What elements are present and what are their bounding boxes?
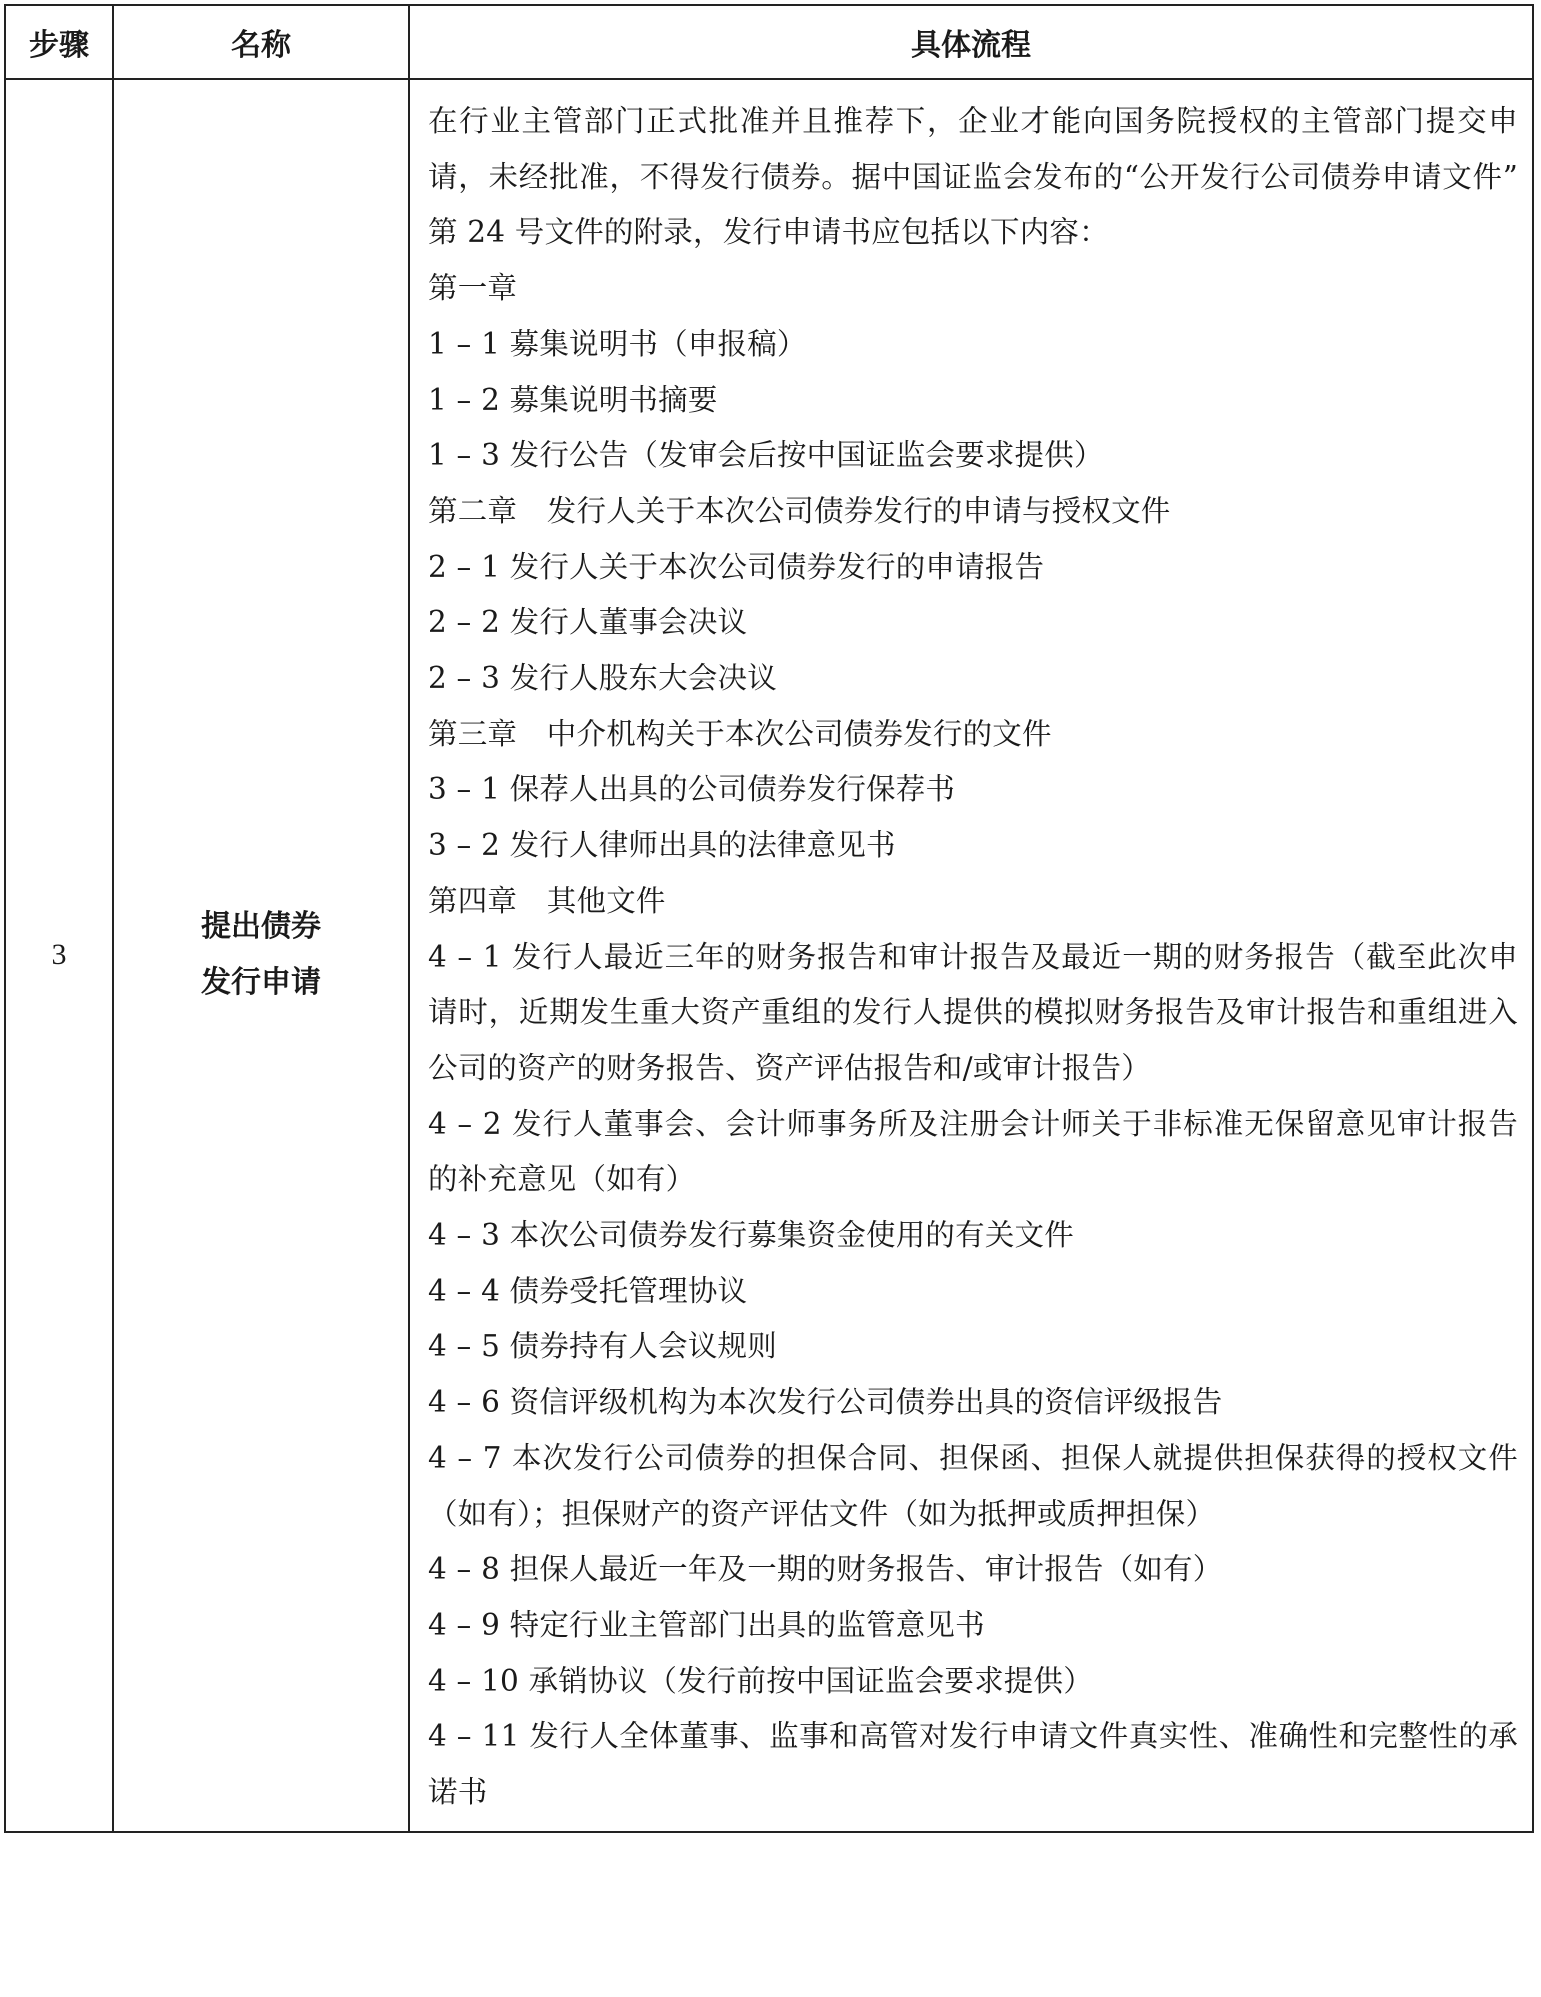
step-name: [113, 79, 409, 1832]
process-item: 4 – 10 承销协议（发行前按中国证监会要求提供）: [428, 1663, 1093, 1698]
process-item: 3 – 1 保荐人出具的公司债券发行保荐书: [428, 772, 956, 807]
step-name-line-1: 提出债券: [201, 909, 321, 945]
process-item: 2 – 2 发行人董事会决议: [428, 605, 748, 640]
process-item: 4 – 1 发行人最近三年的财务报告和审计报告及最近一期的财务报告（截至此次申请时，近期发生重大资产重组的发行人提供的模拟财务报告及审计报告和重组进入公司的资产的财务报告、资产评估报告和/或审计报告）: [428, 939, 1518, 1085]
step-number: 3: [5, 79, 113, 1832]
header-name: 名称: [113, 5, 409, 79]
process-item: 2 – 1 发行人关于本次公司债券发行的申请报告: [428, 549, 1045, 584]
process-item: 4 – 6 资信评级机构为本次发行公司债券出具的资信评级报告: [428, 1385, 1223, 1420]
table-body: [5, 79, 1533, 1832]
process-item: 1 – 1 募集说明书（申报稿）: [428, 326, 807, 361]
step-name-line-2: 发行申请: [201, 965, 321, 1001]
process-item: 4 – 7 本次发行公司债券的担保合同、担保函、担保人就提供担保获得的授权文件（如有）；担保财产的资产评估文件（如为抵押或质押担保）: [428, 1440, 1518, 1531]
header-process: 具体流程: [409, 5, 1533, 79]
chapter-heading: 第三章 中介机构关于本次公司债券发行的文件: [428, 716, 1052, 751]
header-step: 步骤: [5, 5, 113, 79]
process-intro: 在行业主管部门正式批准并且推荐下，企业才能向国务院授权的主管部门提交申请，未经批准，不得发行债券。据中国证监会发布的“公开发行公司债券申请文件” 第 24 号文件的附录，发行申请书应包括以下内容：: [428, 104, 1518, 250]
chapter-heading: 第一章: [428, 271, 518, 306]
process-item: 4 – 5 债券持有人会议规则: [428, 1329, 777, 1364]
table-header: [5, 5, 1533, 79]
process-item: 4 – 11 发行人全体董事、监事和高管对发行申请文件真实性、准确性和完整性的承诺书: [428, 1719, 1518, 1810]
process-item: 1 – 2 募集说明书摘要: [428, 382, 718, 417]
process-item: 4 – 2 发行人董事会、会计师事务所及注册会计师关于非标准无保留意见审计报告的补充意见（如有）: [428, 1106, 1518, 1197]
process-item: 4 – 3 本次公司债券发行募集资金使用的有关文件: [428, 1218, 1074, 1253]
process-detail: [409, 79, 1533, 1832]
process-item: 4 – 8 担保人最近一年及一期的财务报告、审计报告（如有）: [428, 1552, 1223, 1587]
process-item: 2 – 3 发行人股东大会决议: [428, 661, 777, 696]
table-row: [5, 79, 1533, 1832]
process-table: [4, 4, 1534, 1833]
chapter-heading: 第四章 其他文件: [428, 883, 666, 918]
process-item: 4 – 9 特定行业主管部门出具的监管意见书: [428, 1607, 985, 1642]
process-item: 3 – 2 发行人律师出具的法律意见书: [428, 828, 896, 863]
process-item: 4 – 4 债券受托管理协议: [428, 1273, 748, 1308]
process-item: 1 – 3 发行公告（发审会后按中国证监会要求提供）: [428, 438, 1104, 473]
header-row: [5, 5, 1533, 79]
chapter-heading: 第二章 发行人关于本次公司债券发行的申请与授权文件: [428, 493, 1171, 528]
